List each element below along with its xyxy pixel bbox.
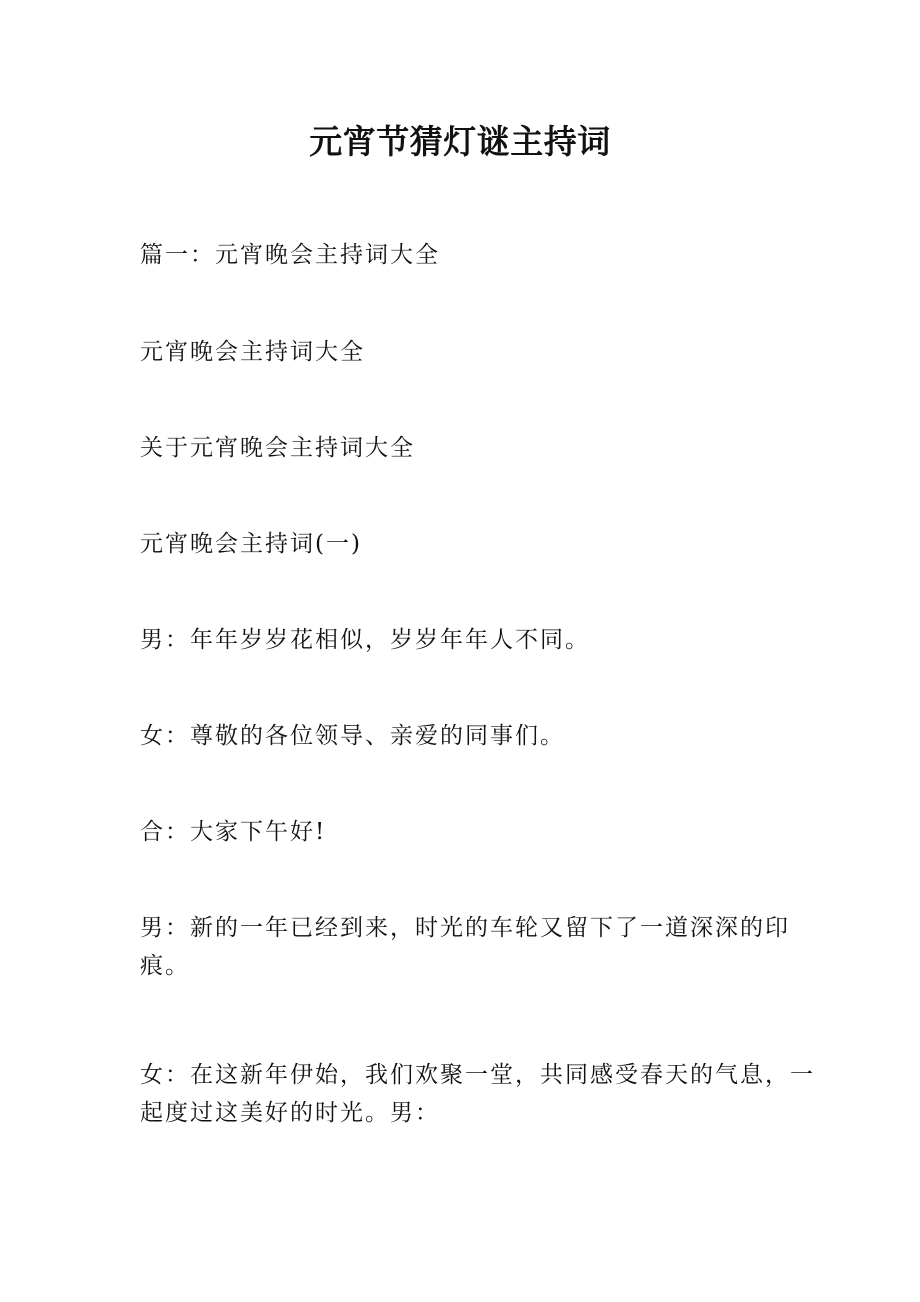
paragraph-part-one: 元宵晚会主持词(一) [140, 531, 362, 557]
paragraph-male-line-1: 男：年年岁岁花相似，岁岁年年人不同。 [140, 627, 590, 653]
paragraph-subtitle-about: 关于元宵晚会主持词大全 [140, 435, 415, 461]
paragraph-female-line-2: 女：在这新年伊始，我们欢聚一堂，共同感受春天的气息，一起度过这美好的时光。男： [140, 1062, 815, 1126]
document-title: 元宵节猜灯谜主持词 [309, 122, 611, 161]
paragraph-female-line-1: 女：尊敬的各位领导、亲爱的同事们。 [140, 723, 565, 749]
paragraph-male-line-2: 男：新的一年已经到来，时光的车轮又留下了一道深深的印痕。 [140, 915, 790, 979]
paragraph-together-line: 合：大家下午好! [140, 819, 327, 845]
paragraph-section-heading: 篇一：元宵晚会主持词大全 [140, 242, 440, 268]
paragraph-subtitle: 元宵晚会主持词大全 [140, 339, 365, 365]
